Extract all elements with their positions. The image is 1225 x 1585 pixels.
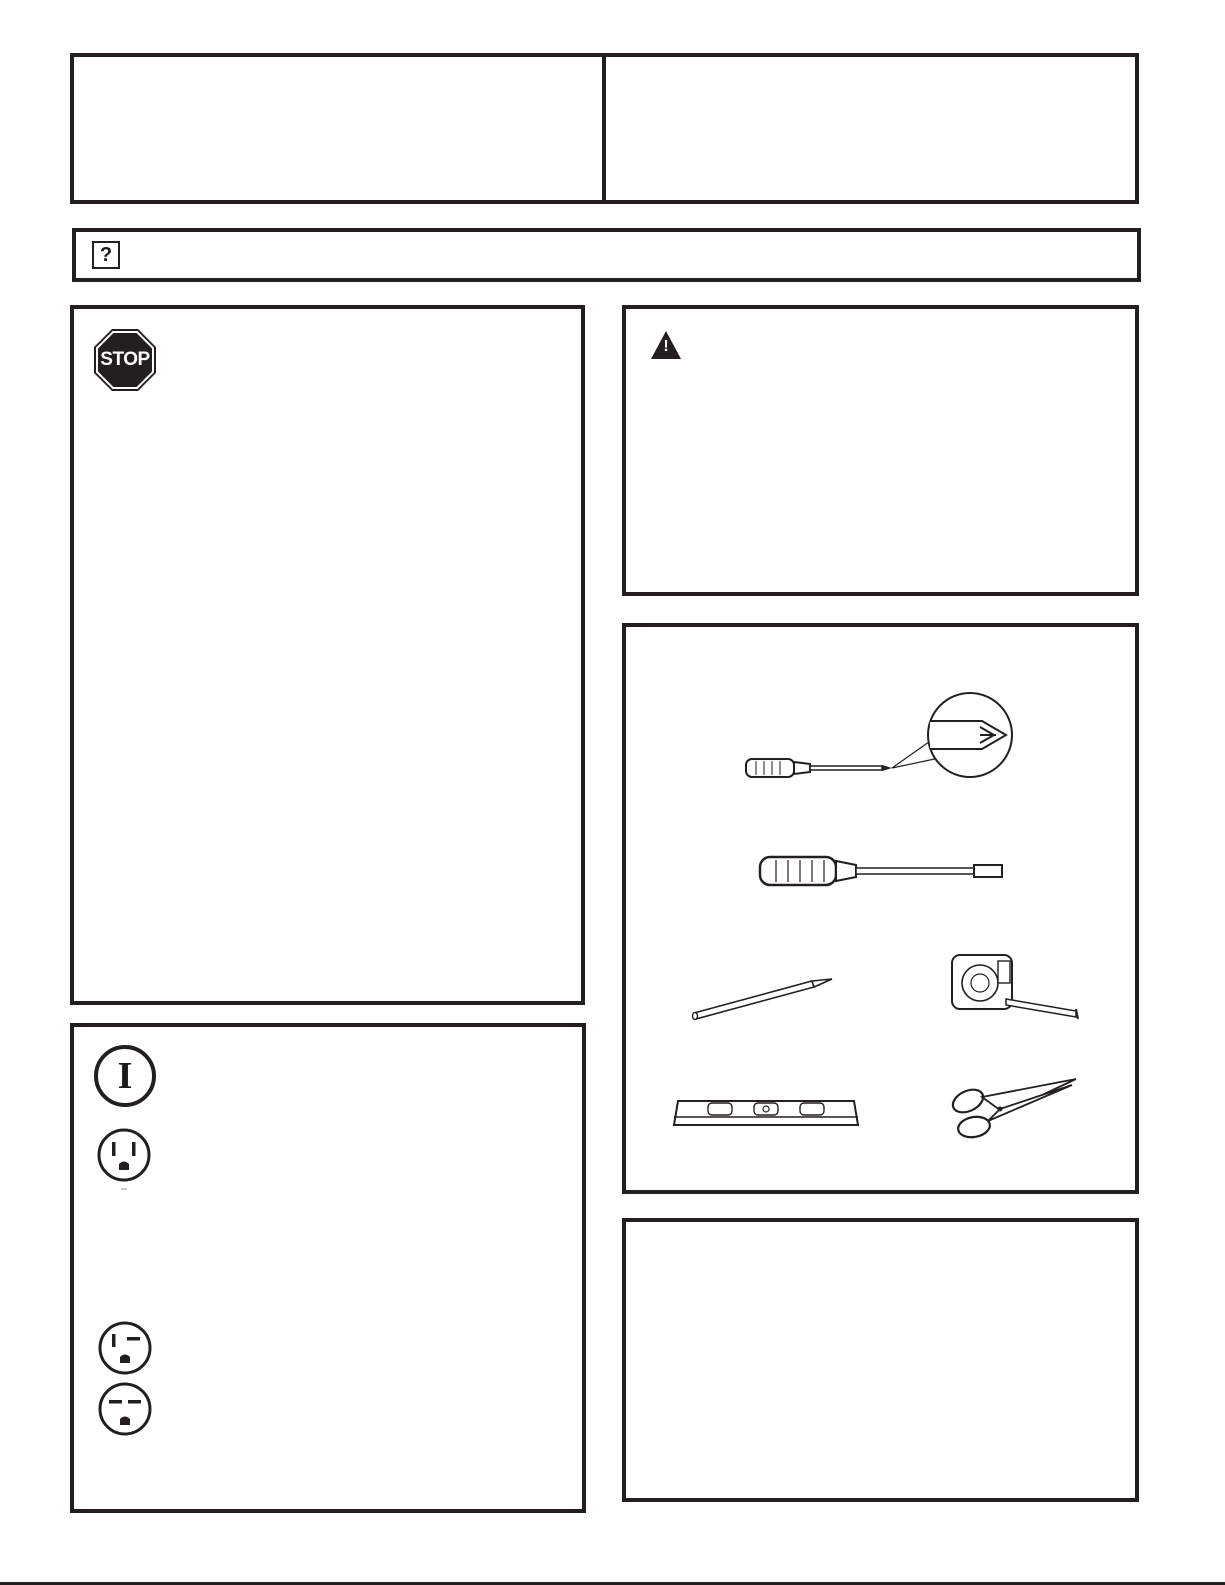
level-illustration: [668, 1095, 864, 1131]
stop-sign-label: STOP: [100, 349, 150, 370]
pencil-illustration: [690, 971, 840, 1023]
instruction-icon: I: [94, 1045, 156, 1107]
header-left-panel: [84, 67, 584, 187]
tape-measure-illustration: [944, 951, 1088, 1021]
outlet-three-prong-icon: [96, 1128, 152, 1190]
outlet-horizontal-slot-icon: [97, 1381, 153, 1437]
stop-sign-icon: [93, 328, 157, 392]
parts-box: [622, 1218, 1139, 1502]
phillips-screwdriver-illustration: [744, 687, 1024, 797]
header-box: [70, 53, 1139, 204]
tools-box: [622, 623, 1139, 1194]
scissors-illustration: [944, 1075, 1084, 1147]
header-right-panel: [619, 67, 1119, 187]
warning-box: [622, 305, 1139, 596]
warning-triangle-icon: !: [650, 330, 682, 360]
header-divider: [602, 57, 606, 200]
flat-blade-screwdriver-illustration: [758, 851, 1008, 891]
stop-box: [70, 305, 585, 1005]
question-icon: ?: [92, 241, 120, 269]
outlet-t-slot-icon: [97, 1320, 153, 1376]
questions-bar: [72, 228, 1141, 282]
electrical-box: [70, 1023, 586, 1513]
